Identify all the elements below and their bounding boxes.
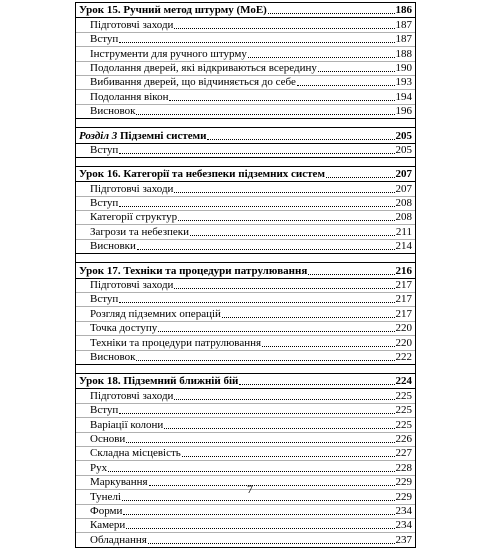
toc-entry[interactable] (76, 61, 415, 75)
toc-entry[interactable] (76, 224, 415, 238)
toc-heading-title (79, 167, 325, 181)
toc-page-number: 229 (395, 476, 412, 489)
toc-section-heading[interactable] (76, 167, 415, 181)
toc-page-number: 193 (395, 76, 412, 89)
toc-heading-prefix: Урок 15. (79, 4, 121, 17)
dot-leader (119, 153, 394, 154)
toc-entry-title: Рух (90, 461, 108, 474)
toc-entry-title: Точка доступу (90, 322, 158, 335)
toc-entry[interactable] (76, 350, 415, 364)
section-gap (76, 254, 415, 263)
toc-entry[interactable] (76, 17, 415, 31)
toc-page-number: 214 (395, 240, 412, 253)
toc-page-number: 225 (395, 389, 412, 402)
toc-entry-title: Підготовчі заходи (90, 18, 174, 31)
toc-entry[interactable] (76, 239, 415, 253)
toc-entry[interactable] (76, 417, 415, 431)
toc-page-number: 190 (395, 61, 412, 74)
toc-heading-title (79, 264, 307, 278)
table-of-contents (75, 2, 416, 548)
dot-leader (268, 13, 395, 14)
toc-section-heading[interactable] (76, 374, 415, 388)
toc-entry-title: Обладнання (90, 533, 147, 546)
toc-entry[interactable] (76, 181, 415, 195)
section-gap (76, 158, 415, 167)
toc-page-number: 220 (395, 322, 412, 335)
page-number: 7 (247, 482, 253, 496)
dot-leader (148, 543, 395, 544)
toc-heading-name: Підземні системи (117, 129, 207, 142)
toc-section (76, 263, 415, 365)
dot-leader (318, 71, 395, 72)
toc-page-number: 217 (395, 307, 412, 320)
toc-entry[interactable] (76, 504, 415, 518)
toc-entry-title: Вступ (90, 197, 119, 210)
toc-heading-title (79, 374, 238, 388)
toc-entry-title: Висновок (90, 105, 136, 118)
toc-entry[interactable] (76, 518, 415, 532)
dot-leader (158, 331, 394, 332)
toc-entry[interactable] (76, 46, 415, 60)
toc-page-number: 217 (395, 279, 412, 292)
dot-leader (137, 249, 395, 250)
toc-section (76, 167, 415, 254)
toc-page-number: 234 (395, 504, 412, 517)
dot-leader (119, 42, 394, 43)
section-gap (76, 365, 415, 374)
toc-entry-title: Категорії структур (90, 211, 178, 224)
toc-entry[interactable] (76, 196, 415, 210)
toc-page-number: 216 (395, 264, 412, 277)
toc-entry[interactable] (76, 306, 415, 320)
toc-entry[interactable] (76, 321, 415, 335)
toc-entry[interactable] (76, 403, 415, 417)
toc-heading-prefix: Урок 16. (79, 168, 121, 181)
toc-page-number: 205 (395, 143, 412, 156)
toc-entry[interactable] (76, 432, 415, 446)
toc-entry-title: Вступ (90, 293, 119, 306)
dot-leader (136, 114, 394, 115)
toc-page-number: 224 (395, 375, 412, 388)
toc-entry-title: Висновок (90, 350, 136, 363)
toc-entry-title: Основи (90, 432, 126, 445)
toc-entry-title: Вступ (90, 143, 119, 156)
toc-page-number: 207 (395, 168, 412, 181)
dot-leader (207, 139, 394, 140)
dot-leader (174, 399, 394, 400)
dot-leader (126, 528, 394, 529)
dot-leader (119, 413, 394, 414)
dot-leader (174, 192, 394, 193)
toc-entry[interactable] (76, 75, 415, 89)
dot-leader (182, 456, 395, 457)
toc-entry-title: Вибивання дверей, що відчиняється до себе (90, 76, 296, 89)
toc-section-heading[interactable] (76, 263, 415, 277)
toc-page-number: 205 (395, 129, 412, 142)
toc-page-number: 237 (395, 533, 412, 546)
toc-page-number: 208 (395, 211, 412, 224)
toc-page-number: 234 (395, 519, 412, 532)
toc-entry-title: Складна місцевість (90, 447, 181, 460)
toc-entry-title: Тунелі (90, 490, 121, 503)
dot-leader (297, 85, 395, 86)
dot-leader (190, 235, 395, 236)
toc-entry-title: Техніки та процедури патрулювання (90, 336, 262, 349)
toc-page-number: 217 (395, 293, 412, 306)
toc-page-number: 220 (395, 336, 412, 349)
toc-entry[interactable] (76, 278, 415, 292)
toc-heading-prefix: Урок 18. (79, 375, 121, 388)
toc-entry-title: Маркування (90, 476, 148, 489)
toc-entry-title: Підготовчі заходи (90, 279, 174, 292)
toc-entry-title: Подолання дверей, які відкриваються всередину (90, 61, 317, 74)
dot-leader (308, 274, 394, 275)
toc-section-heading[interactable] (76, 128, 415, 142)
toc-section (76, 128, 415, 158)
toc-entry-title: Подолання вікон (90, 90, 169, 103)
dot-leader (136, 360, 394, 361)
dot-leader (108, 471, 394, 472)
toc-page-number: 207 (395, 182, 412, 195)
toc-entry[interactable] (76, 446, 415, 460)
toc-entry[interactable] (76, 210, 415, 224)
toc-page-number: 222 (395, 350, 412, 363)
dot-leader (326, 177, 395, 178)
toc-entry-title: Підготовчі заходи (90, 182, 174, 195)
toc-page-number: 226 (395, 432, 412, 445)
dot-leader (174, 28, 394, 29)
toc-heading-title (79, 3, 267, 17)
toc-page-number: 208 (395, 197, 412, 210)
toc-page-number: 227 (395, 447, 412, 460)
toc-entry-title: Вступ (90, 404, 119, 417)
toc-heading-name: Категорії та небезпеки підземних систем (120, 168, 325, 181)
toc-heading-prefix: Урок 17. (79, 264, 121, 277)
toc-entry-title: Підготовчі заходи (90, 389, 174, 402)
toc-entry[interactable] (76, 143, 415, 157)
toc-section-heading[interactable] (76, 3, 415, 17)
toc-heading-prefix: Розділ 3 (79, 129, 118, 142)
dot-leader (174, 288, 394, 289)
toc-page-number: 186 (395, 4, 412, 17)
toc-heading-name: Техніки та процедури патрулювання (120, 264, 308, 277)
toc-entry-title: Загрози та небезпеки (90, 225, 190, 238)
toc-heading-name: Ручний метод штурму (МоЕ) (120, 4, 267, 17)
toc-entry[interactable] (76, 388, 415, 402)
toc-page-number: 188 (395, 47, 412, 60)
dot-leader (222, 317, 395, 318)
toc-heading-name: Підземний ближній бій (120, 375, 239, 388)
section-gap (76, 119, 415, 128)
toc-page-number: 229 (395, 490, 412, 503)
dot-leader (262, 346, 394, 347)
dot-leader (164, 428, 394, 429)
dot-leader (239, 384, 394, 385)
toc-entry[interactable] (76, 292, 415, 306)
toc-page-number: 187 (395, 18, 412, 31)
dot-leader (248, 57, 395, 58)
dot-leader (126, 442, 394, 443)
toc-entry-title: Розгляд підземних операцій (90, 307, 221, 320)
toc-page-number: 225 (395, 404, 412, 417)
toc-entry[interactable] (76, 460, 415, 474)
toc-page-number: 196 (395, 105, 412, 118)
toc-section (76, 374, 415, 548)
toc-entry-title: Варіації колони (90, 418, 164, 431)
dot-leader (178, 220, 394, 221)
dot-leader (119, 206, 394, 207)
toc-page-number: 211 (395, 225, 412, 238)
toc-entry-title: Форми (90, 504, 123, 517)
toc-heading-title (79, 129, 206, 143)
toc-entry[interactable] (76, 32, 415, 46)
toc-entry-title: Інструменти для ручного штурму (90, 47, 247, 60)
toc-entry[interactable] (76, 89, 415, 103)
toc-entry[interactable] (76, 532, 415, 546)
dot-leader (123, 514, 394, 515)
toc-page-number: 187 (395, 33, 412, 46)
toc-entry-title: Висновки (90, 240, 136, 253)
dot-leader (169, 100, 394, 101)
toc-page-number: 194 (395, 90, 412, 103)
toc-page-number: 228 (395, 461, 412, 474)
toc-entry-title: Вступ (90, 33, 119, 46)
dot-leader (119, 302, 394, 303)
toc-page-number: 225 (395, 418, 412, 431)
toc-entry[interactable] (76, 335, 415, 349)
toc-entry[interactable] (76, 104, 415, 118)
toc-entry-title: Камери (90, 519, 126, 532)
toc-section (76, 3, 415, 119)
